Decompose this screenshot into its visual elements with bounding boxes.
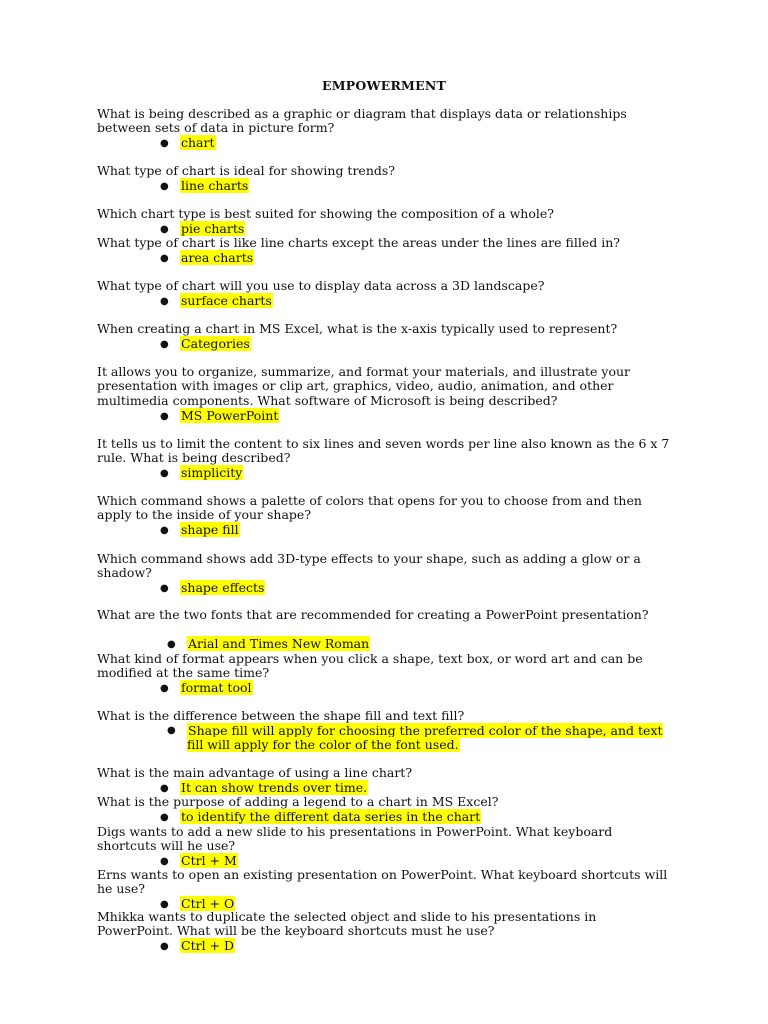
question-15: What is the purpose of adding a legend to a chart in MS Excel? [97,794,499,809]
answer-16-text: Ctrl + M [181,853,237,868]
question-4: What type of chart is like line charts except the areas under the lines are filled in? [97,235,620,250]
answer-5 [160,294,273,309]
bullet-icon: ● [160,138,169,149]
question-5: What type of chart will you use to display data across a 3D landscape? [97,278,545,293]
answer-15-text: to identify the different data series in the chart [181,809,481,824]
question-17: Erns wants to open an existing presentation on PowerPoint. What keyboard shortcuts will he use? [97,867,668,897]
answer-8 [160,466,243,481]
question-8: It tells us to limit the content to six lines and seven words per line also known as the 6 x 7 rule. What is being described? [97,436,670,466]
answer-7-text: MS PowerPoint [181,408,279,423]
answer-6-text: Categories [181,336,250,351]
bullet-icon: ● [167,725,176,736]
answer-2-text: line charts [181,178,249,193]
question-16: Digs wants to add a new slide to his presentations in PowerPoint. What keyboard shortcuts will he use? [97,824,613,854]
answer-9-text: shape fill [181,522,239,537]
bullet-icon: ● [160,812,169,823]
page-title: EMPOWERMENT [322,78,446,93]
answer-10-text: shape effects [181,580,265,595]
answer-18 [160,939,235,954]
question-3: Which chart type is best suited for showing the composition of a whole? [97,206,554,221]
answer-6 [160,337,251,352]
bullet-icon: ● [160,941,169,952]
answer-17-text: Ctrl + O [181,896,235,911]
answer-12 [160,681,253,696]
bullet-icon: ● [160,339,169,350]
answer-7 [160,409,279,424]
answer-10 [160,581,265,596]
answer-1-text: chart [181,135,215,150]
answer-9 [160,523,240,538]
answer-13 [167,724,667,753]
bullet-icon: ● [160,783,169,794]
bullet-icon: ● [160,583,169,594]
question-6: When creating a chart in MS Excel, what is the x-axis typically used to represent? [97,321,618,336]
bullet-icon: ● [167,639,176,650]
answer-2 [160,179,249,194]
answer-4-text: area charts [181,250,254,265]
question-18: Mhikka wants to duplicate the selected object and slide to his presentations in PowerPoint. What will be the keyboard shortcuts must he use? [97,909,597,939]
answer-8-text: simplicity [181,465,243,480]
bullet-icon: ● [160,899,169,910]
question-1: What is being described as a graphic or diagram that displays data or relationships between sets of data in picture form? [97,106,627,136]
answer-14-text: It can show trends over time. [181,780,368,795]
answer-1 [160,136,216,151]
answer-5-text: surface charts [181,293,272,308]
question-10: Which command shows add 3D-type effects to your shape, such as adding a glow or a shadow? [97,551,641,581]
answer-13-text: Shape fill will apply for choosing the preferred color of the shape, and text fill will apply for the color of the font used. [187,723,663,753]
bullet-icon: ● [160,856,169,867]
bullet-icon: ● [160,411,169,422]
answer-11-text: Arial and Times New Roman [188,636,370,651]
bullet-icon: ● [160,468,169,479]
question-13: What is the difference between the shape fill and text fill? [97,708,465,723]
question-9: Which command shows a palette of colors that opens for you to choose from and then apply to the inside of your shape? [97,493,642,523]
answer-12-text: format tool [181,680,252,695]
question-7: It allows you to organize, summarize, and format your materials, and illustrate your presentation with images or clip art, graphics, video, audio, animation, and other multimedia components. What software of Microsoft is being described? [97,364,630,408]
question-11: What are the two fonts that are recommended for creating a PowerPoint presentation? [97,607,649,622]
bullet-icon: ● [160,253,169,264]
bullet-icon: ● [160,296,169,307]
bullet-icon: ● [160,181,169,192]
question-12: What kind of format appears when you click a shape, text box, or word art and can be modified at the same time? [97,651,643,681]
bullet-icon: ● [160,525,169,536]
answer-3-text: pie charts [181,221,245,236]
answer-4 [160,251,254,266]
question-2: What type of chart is ideal for showing trends? [97,163,395,178]
answer-18-text: Ctrl + D [181,938,235,953]
bullet-icon: ● [160,683,169,694]
question-14: What is the main advantage of using a line chart? [97,765,413,780]
bullet-icon: ● [160,224,169,235]
